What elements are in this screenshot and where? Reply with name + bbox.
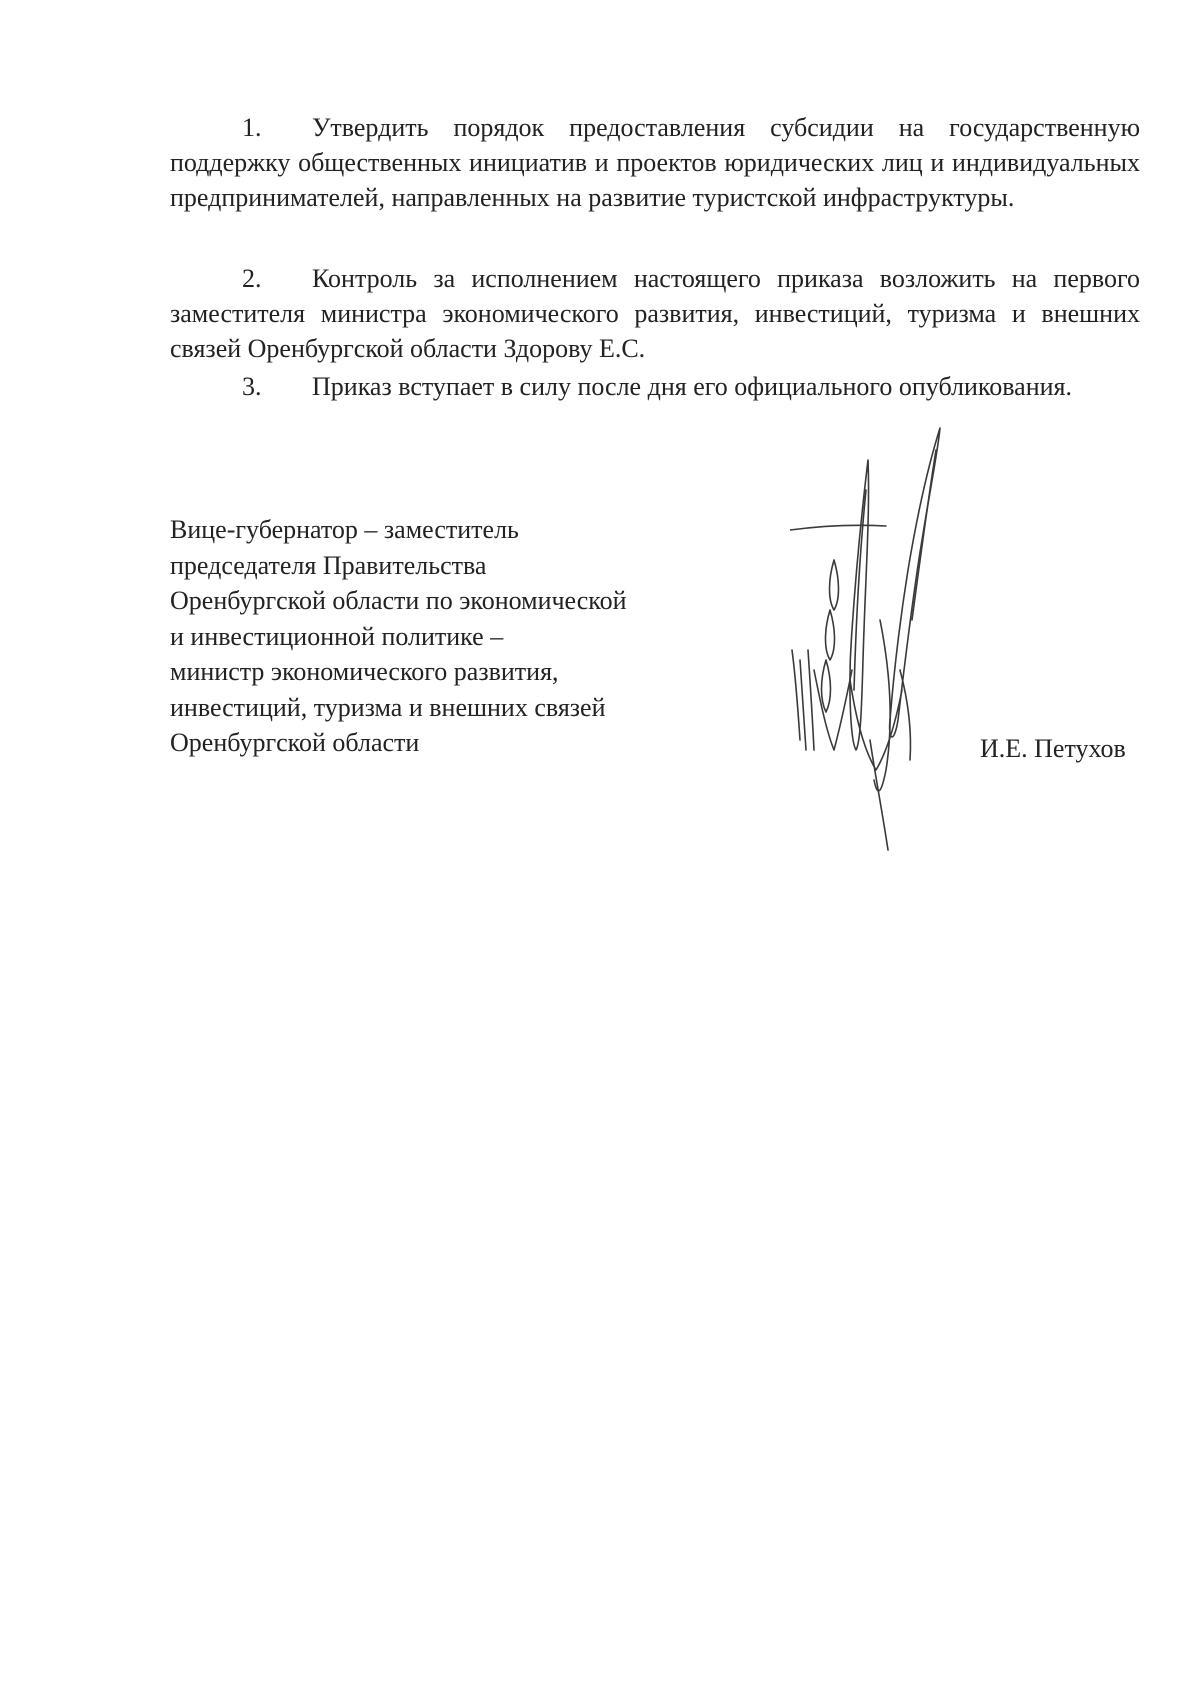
item-3-number: 3. — [242, 372, 262, 401]
signatory-title-line: Оренбургской области — [170, 728, 420, 757]
item-1 — [170, 110, 1140, 215]
item-2-number: 2. — [242, 264, 262, 293]
signatory-title-line: министр экономического развития, — [170, 657, 559, 686]
signatory-title-line: Вице-губернатор – заместитель — [170, 515, 519, 544]
item-1-text: Утвердить порядок предоставления субсидии на государственную поддержку общественных инициатив и проектов юридических лиц и индивидуальных предпринимателей, направленных на развитие туристской инфраструктуры. — [170, 113, 1140, 212]
signatory-title-line: и инвестиционной политике – — [170, 621, 504, 651]
signatory-title-line: инвестиций, туризма и внешних связей — [170, 692, 606, 722]
handwritten-signature-icon — [790, 420, 970, 860]
signatory-title-line: Оренбургской области по экономической — [170, 586, 627, 615]
item-2-text: Контроль за исполнением настоящего приказа возложить на первого заместителя министра экономического развития, инвестиций, туризма и внешних связей Оренбургской области Здорову Е.С. — [170, 264, 1140, 363]
item-3 — [170, 369, 1140, 404]
signatory-title — [170, 512, 627, 761]
signatory-title-line: председателя Правительства — [170, 550, 487, 580]
item-2 — [170, 261, 1140, 366]
signatory-name: И.Е. Петухов — [980, 734, 1126, 763]
item-1-number: 1. — [242, 113, 262, 142]
item-3-text: Приказ вступает в силу после дня его официального опубликования. — [312, 372, 1072, 401]
